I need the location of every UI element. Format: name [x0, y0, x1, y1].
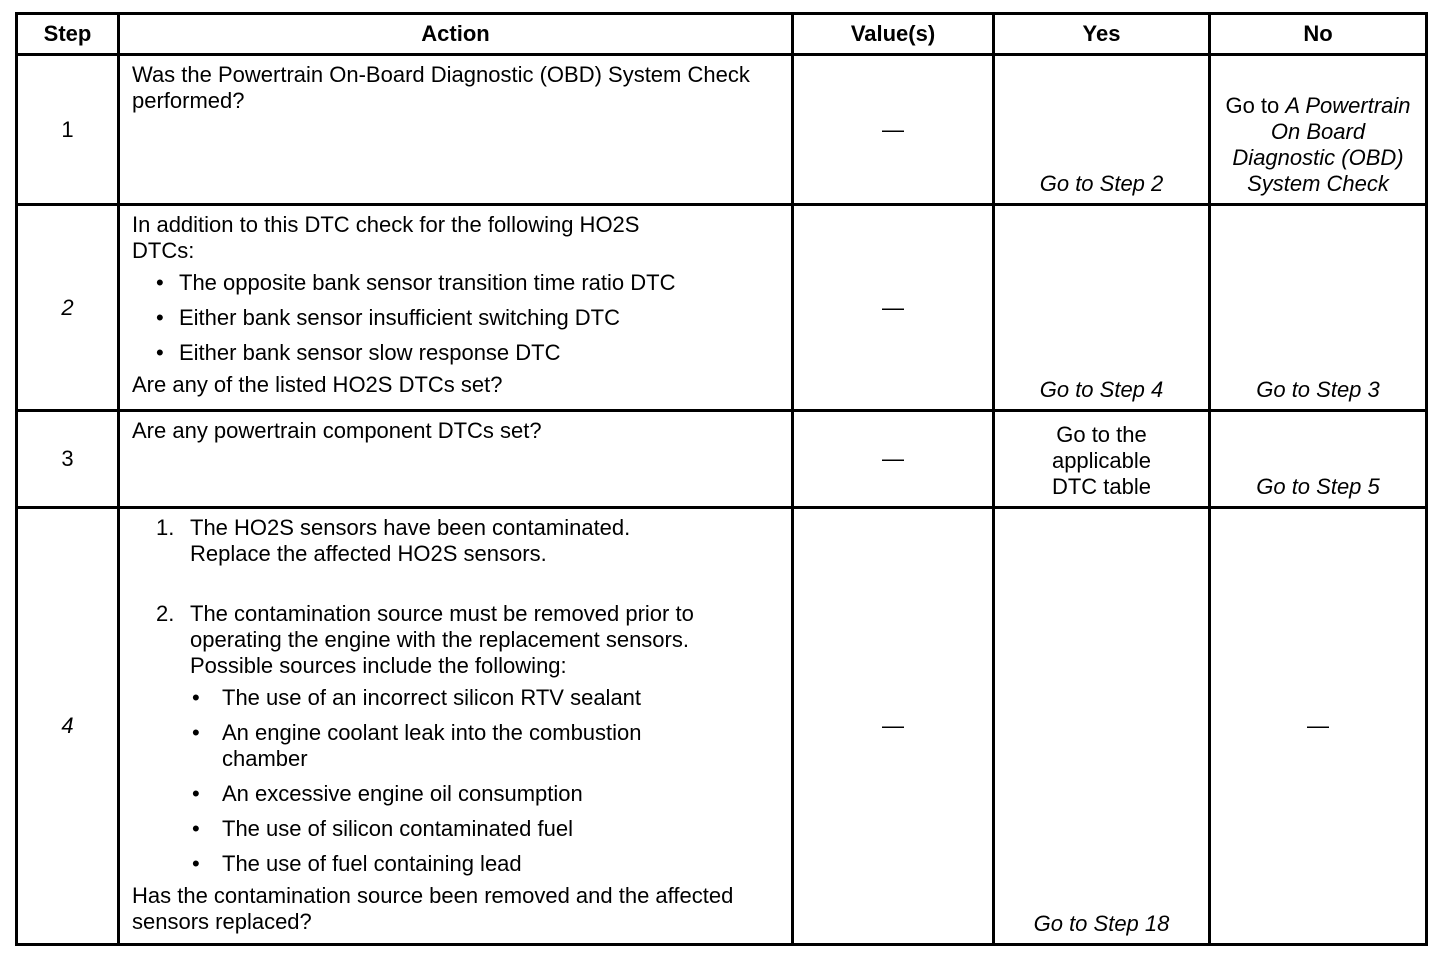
no-prefix: Go to: [1225, 93, 1286, 118]
list-item: • The opposite bank sensor transition time ratio DTC: [156, 270, 676, 295]
no-cell: Go to Step 5: [1210, 411, 1427, 508]
action-question: Has the contamination source been removed and the affected sensors replaced?: [132, 883, 734, 934]
list-item: • Either bank sensor slow response DTC: [156, 340, 561, 365]
header-action: Action: [119, 14, 793, 55]
action-intro: In addition to this DTC check for the following HO2S DTCs:: [132, 212, 640, 263]
list-item: 1. The HO2S sensors have been contaminated. Replace the affected HO2S sensors.: [156, 515, 631, 566]
no-cell: [1210, 55, 1427, 205]
header-yes: Yes: [994, 14, 1210, 55]
step-number: 3: [17, 411, 119, 508]
step-number: 1: [17, 55, 119, 205]
action-text: Was the Powertrain On-Board Diagnostic (OBD) System Check performed?: [132, 62, 750, 113]
bullet-list: [182, 685, 765, 877]
yes-text: Go to the applicable DTC table: [1051, 422, 1152, 499]
yes-cell: Go to Step 2: [994, 55, 1210, 205]
header-values: Value(s): [793, 14, 994, 55]
value-cell: —: [793, 205, 994, 411]
value-cell: —: [793, 411, 994, 508]
yes-cell: Go to Step 4: [994, 205, 1210, 411]
value-cell: —: [793, 508, 994, 945]
no-cell: —: [1210, 508, 1427, 945]
no-reference: A Powertrain On Board Diagnostic (OBD) System Check: [1232, 93, 1411, 196]
header-no: No: [1210, 14, 1427, 55]
list-item: 2. The contamination source must be removed prior to operating the engine with the replacement sensors. Possible sources include the following: • The use of an incorrect silicon RTV sealant • An engine coolant leak into the combustion chamber • An excessive engine oil consumption • The use of silicon contaminated fuel • The use of fuel containing lead: [156, 601, 765, 877]
diagnostic-table: [15, 12, 1428, 946]
action-cell: [119, 508, 793, 945]
numbered-list: [132, 515, 779, 877]
list-item: • The use of an incorrect silicon RTV sealant: [192, 685, 642, 710]
action-text: Are any powertrain component DTCs set?: [132, 418, 542, 443]
no-cell: Go to Step 3: [1210, 205, 1427, 411]
list-item: • An excessive engine oil consumption: [192, 781, 583, 806]
header-row: [17, 14, 1427, 55]
action-question: Are any of the listed HO2S DTCs set?: [132, 372, 503, 397]
list-item: • Either bank sensor insufficient switching DTC: [156, 305, 621, 330]
header-step: Step: [17, 14, 119, 55]
action-cell: [119, 205, 793, 411]
step-number: 2: [17, 205, 119, 411]
table-row: [17, 508, 1427, 945]
bullet-list: [132, 270, 779, 366]
list-item: • The use of fuel containing lead: [192, 851, 522, 876]
table-row: [17, 411, 1427, 508]
action-cell: [119, 411, 793, 508]
step-number: 4: [17, 508, 119, 945]
table-row: [17, 205, 1427, 411]
list-item: • An engine coolant leak into the combustion chamber: [192, 720, 642, 771]
yes-cell: Go to Step 18: [994, 508, 1210, 945]
value-cell: —: [793, 55, 994, 205]
yes-cell: [994, 411, 1210, 508]
table-row: [17, 55, 1427, 205]
action-cell: [119, 55, 793, 205]
list-item: • The use of silicon contaminated fuel: [192, 816, 573, 841]
